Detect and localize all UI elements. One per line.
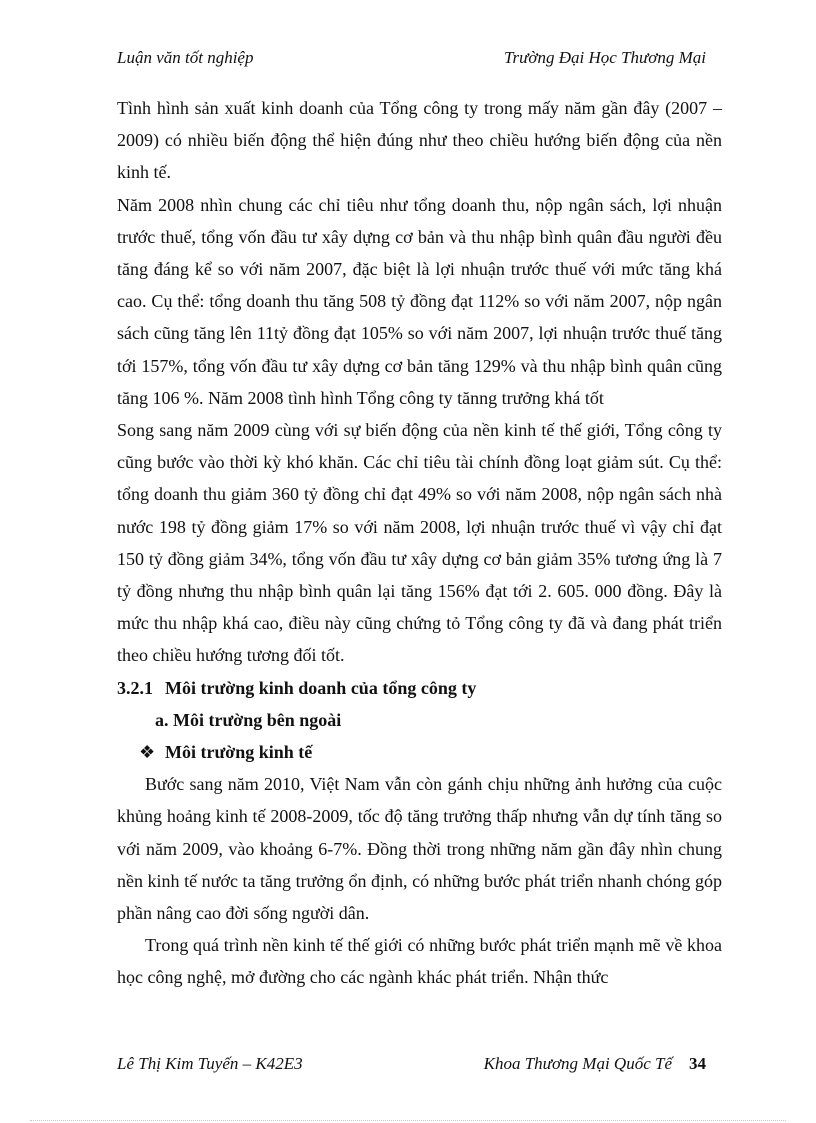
section-number: 3.2.1 bbox=[117, 677, 153, 698]
footer-faculty: Khoa Thương Mại Quốc Tế bbox=[483, 1054, 672, 1073]
section-heading bbox=[117, 672, 722, 704]
subsection-heading: a. Môi trường bên ngoài bbox=[155, 709, 342, 730]
paragraph-2008: Năm 2008 nhìn chung các chỉ tiêu như tổng doanh thu, nộp ngân sách, lợi nhuận trước thuế, tổng vốn đầu tư xây dựng cơ bản và thu nhập bình quân đầu người đều tăng đáng kể so với năm 2007, đặc biệt là lợi nhuận trước thuế với mức tăng khá cao. Cụ thể: tổng doanh thu tăng 508 tỷ đồng đạt 112% so với năm 2007, nộp ngân sách cũng tăng lên 11tỷ đồng đạt 105% so với năm 2007, lợi nhuận trước thuế tăng tới 157%, tổng vốn đầu tư xây dựng cơ bản tăng 129% và thu nhập bình quân cũng tăng 106 %. Năm 2008 tình hình Tổng công ty tănng trưởng khá tốt bbox=[117, 194, 722, 408]
diamond-bullet-icon: ❖ bbox=[139, 742, 156, 763]
paragraph-2010: Bước sang năm 2010, Việt Nam vẫn còn gánh chịu những ảnh hưởng của cuộc khủng hoảng kinh tế 2008-2009, tốc độ tăng trưởng thấp nhưng vẫn dự tính tăng so với năm 2009, vào khoảng 6-7%. Đồng thời trong những năm gần đây nhìn chung nền kinh tế nước ta tăng trưởng ổn định, có những bước phát triển nhanh chóng góp phần nâng cao đời sống người dân. bbox=[117, 774, 722, 924]
body-text bbox=[117, 92, 722, 994]
footer-author: Lê Thị Kim Tuyến – K42E3 bbox=[117, 1054, 303, 1073]
bullet-heading-title: Môi trường kinh tế bbox=[165, 742, 313, 763]
header-left: Luận văn tốt nghiệp bbox=[117, 48, 254, 67]
page-bottom-divider bbox=[30, 1120, 786, 1121]
bullet-heading bbox=[117, 736, 722, 768]
paragraph-intro: Tình hình sản xuất kinh doanh của Tổng công ty trong mấy năm gần đây (2007 – 2009) có nhiều biến động thể hiện đúng như theo chiều hướng biến động của nền kinh tế. bbox=[117, 98, 722, 183]
page-number: 34 bbox=[689, 1054, 706, 1073]
paragraph-technology: Trong quá trình nền kinh tế thế giới có những bước phát triển mạnh mẽ về khoa học công nghệ, mở đường cho các ngành khác phát triển. Nhận thức bbox=[117, 935, 722, 988]
paragraph-2009: Song sang năm 2009 cùng với sự biến động của nền kinh tế thế giới, Tổng công ty cũng bước vào thời kỳ khó khăn. Các chỉ tiêu tài chính đồng loạt giảm sút. Cụ thể: tổng doanh thu giảm 360 tỷ đồng chỉ đạt 49% so với năm 2008, nộp ngân sách nhà nước 198 tỷ đồng giảm 17% so với năm 2008, lợi nhuận trước thuế vì vậy chỉ đạt 150 tỷ đồng giảm 34%, tổng vốn đầu tư xây dựng cơ bản giảm 35% tương ứng là 7 tỷ đồng nhưng thu nhập bình quân lại tăng 156% đạt tới 2. 605. 000 đồng. Đây là mức thu nhập khá cao, điều này cũng chứng tỏ Tổng công ty đã và đang phát triển theo chiều hướng tương đối tốt. bbox=[117, 420, 722, 666]
section-title: Môi trường kinh doanh của tổng công ty bbox=[165, 677, 477, 698]
header-right: Trường Đại Học Thương Mại bbox=[504, 48, 706, 67]
